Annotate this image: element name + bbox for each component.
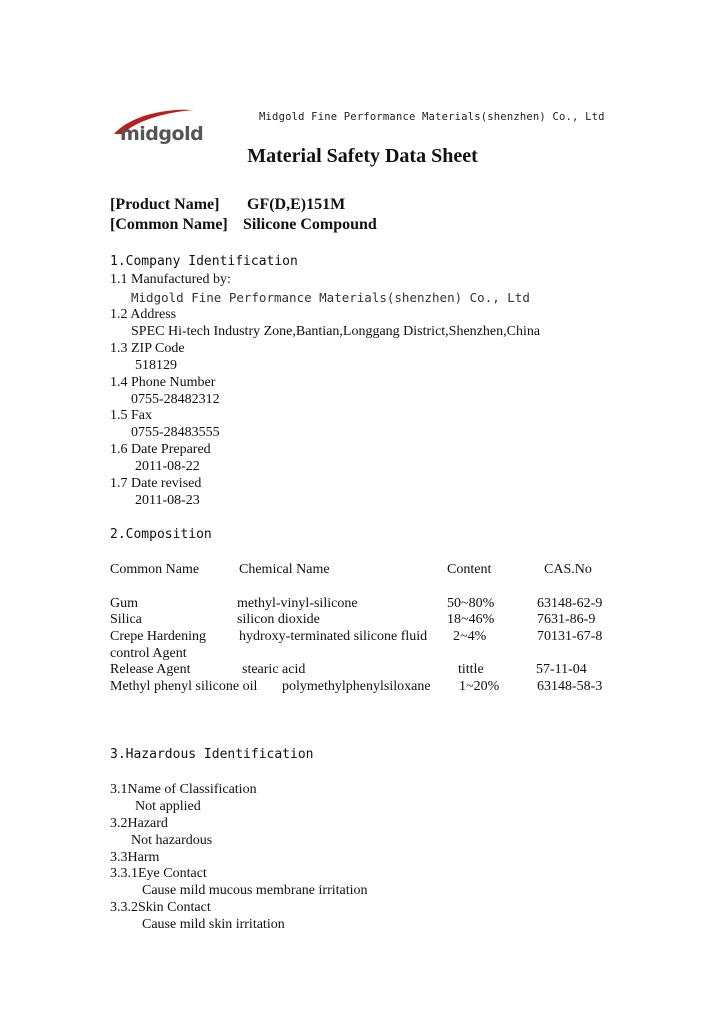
address-value: SPEC Hi-tech Industry Zone,Bantian,Longgang District,Shenzhen,China [131,324,541,339]
phone-label: 1.4 Phone Number [110,375,216,390]
row-cas-number: 63148-58-3 [537,679,603,694]
common-name-label: [Common Name] [110,216,228,233]
hazard-label: 3.2Hazard [110,816,168,831]
zip-label: 1.3 ZIP Code [110,341,185,356]
row-common-name-continued: control Agent [110,646,187,661]
row-common-name: Silica [110,612,142,627]
fax-label: 1.5 Fax [110,408,152,423]
document-title: Material Safety Data Sheet [247,145,478,167]
row-cas-number: 70131-67-8 [537,629,603,644]
section-1-heading: 1.Company Identification [110,254,298,269]
row-cas-number: 63148-62-9 [537,596,603,611]
common-name-value: Silicone Compound [243,216,377,233]
row-content: tittle [458,662,484,677]
classification-label: 3.1Name of Classification [110,782,257,797]
harm-label: 3.3Harm [110,850,160,865]
skin-contact-value: Cause mild skin irritation [142,917,285,932]
zip-value: 518129 [135,358,177,373]
midgold-logo [108,100,208,150]
row-common-name: Methyl phenyl silicone oil [110,679,258,694]
company-header: Midgold Fine Performance Materials(shenzhen) Co., Ltd [259,111,605,123]
product-name-label: [Product Name] [110,196,220,213]
row-content: 1~20% [459,679,500,694]
row-common-name: Gum [110,596,138,611]
logo-text: midgold [120,123,204,145]
column-header-common: Common Name [110,562,200,577]
phone-value: 0755-28482312 [131,392,220,407]
row-chemical-name: polymethylphenylsiloxane [282,679,431,694]
address-label: 1.2 Address [110,307,177,322]
section-2-heading: 2.Composition [110,527,212,542]
column-header-content: Content [447,562,492,577]
row-chemical-name: silicon dioxide [237,612,320,627]
row-chemical-name: hydroxy-terminated silicone fluid [239,629,428,644]
date-revised-value: 2011-08-23 [135,493,200,508]
manufactured-value: Midgold Fine Performance Materials(shenzhen) Co., Ltd [131,290,530,305]
fax-value: 0755-28483555 [131,425,220,440]
product-name-value: GF(D,E)151M [247,196,346,213]
eye-contact-label: 3.3.1Eye Contact [110,866,207,881]
date-prepared-label: 1.6 Date Prepared [110,442,211,457]
section-3-heading: 3.Hazardous Identification [110,747,314,762]
row-content: 2~4% [453,629,487,644]
skin-contact-label: 3.3.2Skin Contact [110,900,211,915]
row-content: 18~46% [447,612,495,627]
eye-contact-value: Cause mild mucous membrane irritation [142,883,368,898]
row-cas-number: 57-11-04 [536,662,587,677]
row-chemical-name: methyl-vinyl-silicone [237,596,358,611]
column-header-cas: CAS.No [544,562,592,577]
row-content: 50~80% [447,596,495,611]
hazard-value: Not hazardous [131,833,213,848]
row-common-name: Release Agent [110,662,191,677]
row-common-name: Crepe Hardening [110,629,207,644]
classification-value: Not applied [135,799,201,814]
row-cas-number: 7631-86-9 [537,612,596,627]
manufactured-label: 1.1 Manufactured by: [110,272,231,287]
column-header-chemical: Chemical Name [239,562,330,577]
date-revised-label: 1.7 Date revised [110,476,202,491]
row-chemical-name: stearic acid [242,662,306,677]
date-prepared-value: 2011-08-22 [135,459,200,474]
